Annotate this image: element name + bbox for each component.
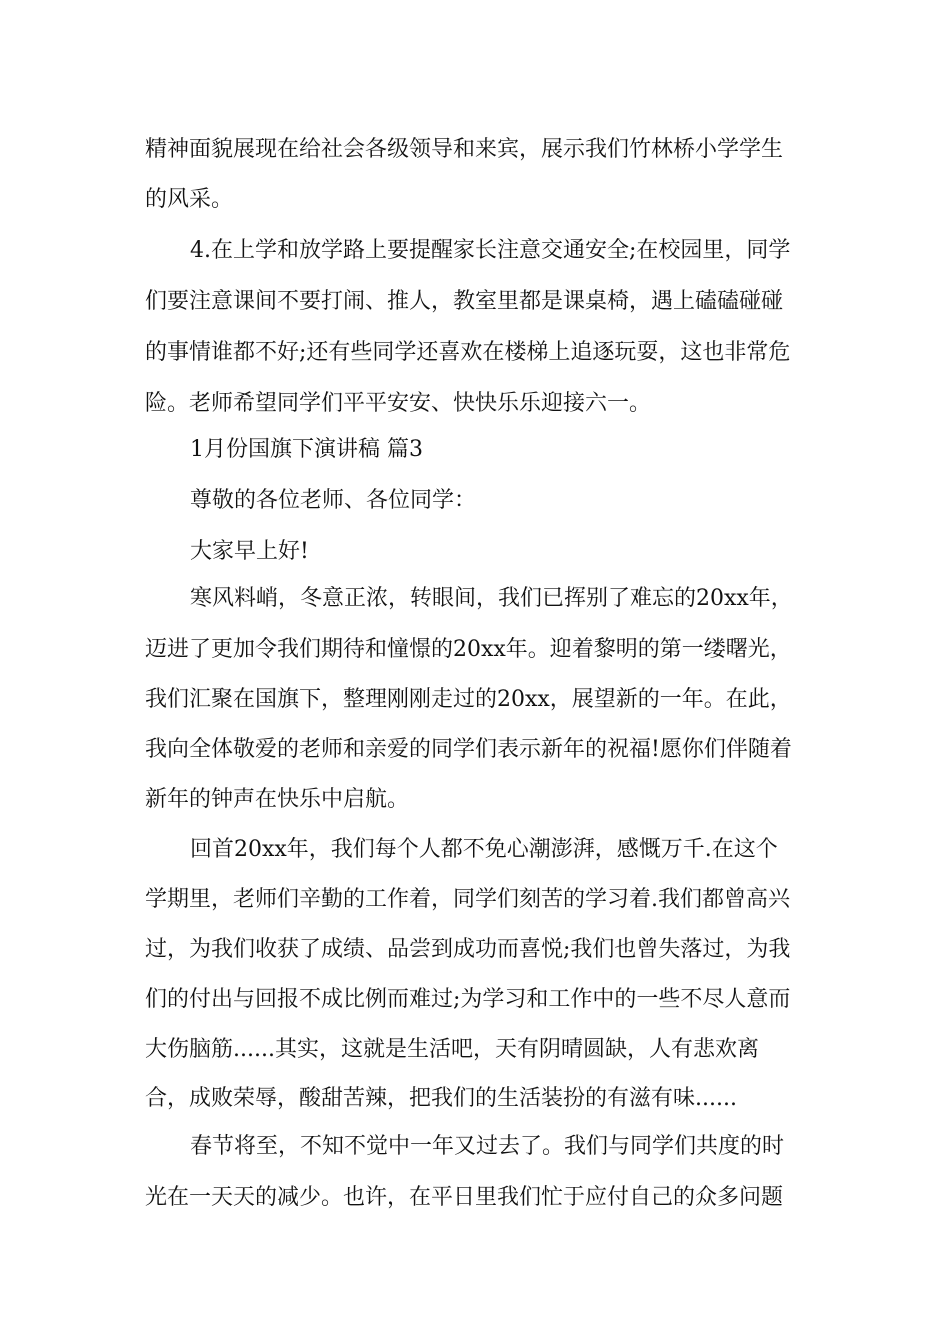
salutation: 尊敬的各位老师、各位同学： — [190, 488, 477, 513]
text-line: 寒风料峭，冬意正浓，转眼间，我们已挥别了难忘的20xx年， — [190, 586, 793, 611]
text-line: 我向全体敬爱的老师和亲爱的同学们表示新年的祝福!愿你们伴随着 — [145, 737, 792, 762]
text-line: 春节将至，不知不觉中一年又过去了。我们与同学们共度的时 — [190, 1134, 785, 1159]
text-line: 迈进了更加令我们期待和憧憬的20xx年。迎着黎明的第一缕曙光， — [145, 637, 792, 662]
text-line: 们的付出与回报不成比例而难过;为学习和工作中的一些不尽人意而 — [145, 987, 791, 1012]
text-line: 精神面貌展现在给社会各级领导和来宾，展示我们竹林桥小学学生 — [145, 137, 784, 162]
text-line: 大伤脑筋......其实，这就是生活吧，天有阴晴圆缺，人有悲欢离 — [145, 1037, 759, 1062]
text-line: 光在一天天的减少。也许，在平日里我们忙于应付自己的众多问题 — [145, 1185, 784, 1210]
text-line: 我们汇聚在国旗下，整理刚刚走过的20xx，展望新的一年。在此， — [145, 687, 792, 712]
text-line: 的风采。 — [145, 187, 234, 212]
text-line: 新年的钟声在快乐中启航。 — [145, 787, 410, 812]
section-heading: 1月份国旗下演讲稿 篇3 — [190, 437, 423, 462]
text-line: 们要注意课间不要打闹、推人，教室里都是课桌椅，遇上磕磕碰碰 — [145, 289, 784, 314]
text-line: 过，为我们收获了成绩、品尝到成功而喜悦;我们也曾失落过，为我 — [145, 937, 791, 962]
text-line: 险。老师希望同学们平平安安、快快乐乐迎接六一。 — [145, 391, 652, 416]
text-line: 合，成败荣辱，酸甜苦辣，把我们的生活装扮的有滋有味...... — [145, 1086, 737, 1111]
text-line: 的事情谁都不好;还有些同学还喜欢在楼梯上追逐玩耍，这也非常危 — [145, 340, 791, 365]
text-line: 4.在上学和放学路上要提醒家长注意交通安全;在校园里，同学 — [190, 238, 791, 263]
text-line: 学期里，老师们辛勤的工作着，同学们刻苦的学习着.我们都曾高兴 — [145, 887, 790, 912]
text-line: 回首20xx年，我们每个人都不免心潮澎湃，感慨万千.在这个 — [190, 837, 778, 862]
greeting: 大家早上好! — [190, 539, 309, 564]
